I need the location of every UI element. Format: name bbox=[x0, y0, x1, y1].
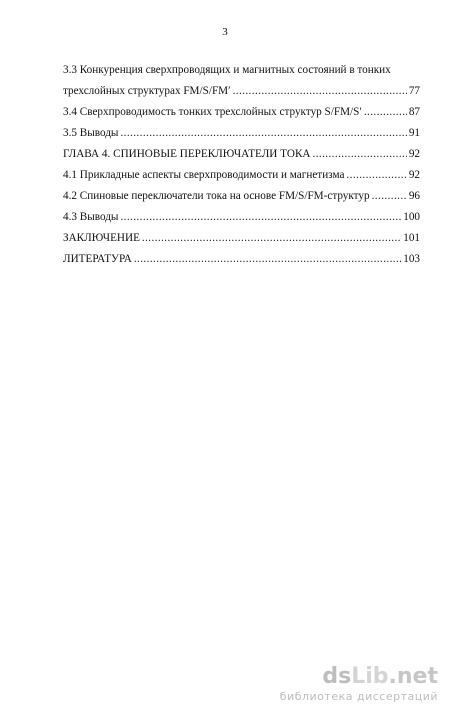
toc-entry-page: 87 bbox=[408, 106, 420, 118]
watermark-logo bbox=[280, 666, 438, 688]
toc-entry-title: ЗАКЛЮЧЕНИЕ bbox=[63, 232, 140, 244]
toc-entry-title: 3.5 Выводы bbox=[63, 127, 119, 139]
toc-dot-leader bbox=[346, 169, 406, 181]
toc-entry bbox=[63, 85, 420, 106]
toc-entry-title: 4.1 Прикладные аспекты сверхпроводимости и магнетизма bbox=[63, 169, 345, 181]
page-number: 3 bbox=[222, 26, 228, 38]
toc-dot-leader bbox=[120, 127, 406, 139]
toc-entry-title: 4.3 Выводы bbox=[63, 211, 119, 223]
toc-entry bbox=[63, 169, 420, 190]
toc-entry bbox=[63, 211, 420, 232]
toc-dot-leader bbox=[120, 211, 401, 223]
watermark-logo-net: .net bbox=[388, 664, 438, 689]
toc-entry-title: 4.2 Спиновые переключатели тока на основе FM/S/FM-структур bbox=[63, 190, 370, 202]
toc-entry-title: 3.3 Конкуренция сверхпроводящих и магнитных состояний в тонких bbox=[63, 64, 391, 76]
toc-entry bbox=[63, 190, 420, 211]
toc-entry bbox=[63, 127, 420, 148]
toc-entry-page: 103 bbox=[403, 253, 420, 265]
watermark-tagline: библиотека диссертаций bbox=[279, 690, 438, 703]
toc-dot-leader bbox=[233, 85, 407, 97]
watermark-logo-ds: ds bbox=[322, 664, 352, 689]
toc-entry bbox=[63, 253, 420, 274]
toc-entry bbox=[63, 64, 420, 85]
toc-entry-title: ЛИТЕРАТУРА bbox=[63, 253, 132, 265]
toc-entry-page: 92 bbox=[408, 169, 420, 181]
toc-entry-title: 3.4 Сверхпроводимость тонких трехслойных структур S/FM/S′ bbox=[63, 106, 362, 118]
toc-entry-page: 100 bbox=[403, 211, 420, 223]
table-of-contents bbox=[63, 64, 420, 274]
toc-dot-leader bbox=[313, 148, 407, 160]
toc-entry-title: ГЛАВА 4. СПИНОВЫЕ ПЕРЕКЛЮЧАТЕЛИ ТОКА bbox=[63, 148, 311, 160]
watermark-logo-lib: Lib bbox=[351, 664, 389, 689]
toc-dot-leader bbox=[134, 253, 401, 265]
toc-dot-leader bbox=[142, 232, 401, 244]
toc-dot-leader bbox=[372, 190, 407, 202]
watermark bbox=[280, 666, 438, 703]
toc-entry bbox=[63, 232, 420, 253]
toc-entry-page: 101 bbox=[403, 232, 420, 244]
toc-entry-page: 96 bbox=[408, 190, 420, 202]
toc-entry bbox=[63, 148, 420, 169]
toc-dot-leader bbox=[364, 106, 407, 118]
toc-entry-page: 92 bbox=[408, 148, 420, 160]
toc-entry-title: трехслойных структурах FM/S/FM′ bbox=[63, 85, 231, 97]
toc-entry bbox=[63, 106, 420, 127]
toc-entry-page: 77 bbox=[408, 85, 420, 97]
toc-entry-page: 91 bbox=[408, 127, 420, 139]
